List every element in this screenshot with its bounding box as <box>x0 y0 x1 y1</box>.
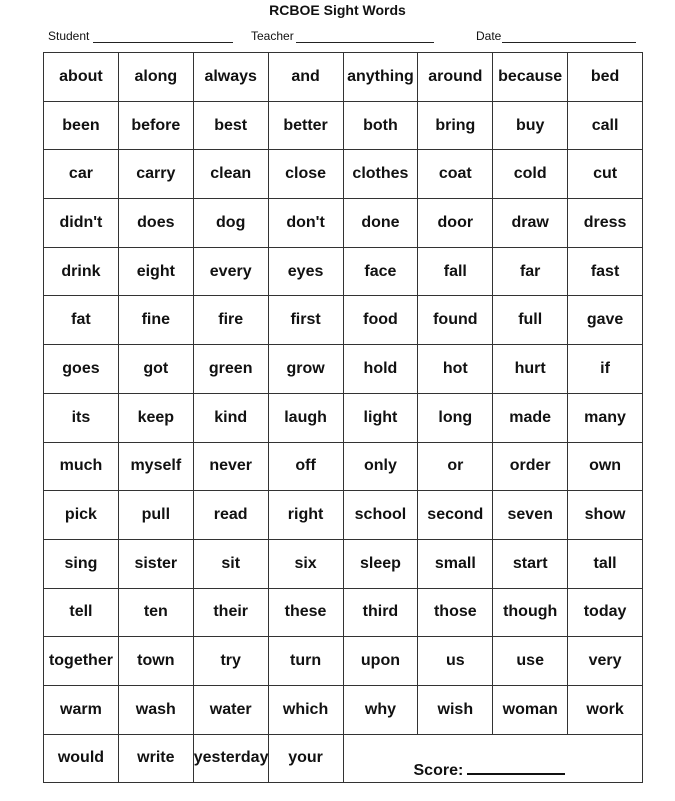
sight-word-cell: show <box>568 491 643 540</box>
sight-word-cell: drink <box>44 247 119 296</box>
sight-word-cell: today <box>568 588 643 637</box>
sight-word-cell: grow <box>268 345 343 394</box>
sight-word-cell: coat <box>418 150 493 199</box>
sight-word-cell: car <box>44 150 119 199</box>
word-row <box>44 53 643 102</box>
sight-word-cell: hold <box>343 345 418 394</box>
sight-word-cell: hot <box>418 345 493 394</box>
sight-word-cell: found <box>418 296 493 345</box>
sight-word-cell: order <box>493 442 568 491</box>
word-row <box>44 491 643 540</box>
sight-word-cell: if <box>568 345 643 394</box>
date-line[interactable] <box>502 42 636 43</box>
sight-word-cell: made <box>493 393 568 442</box>
sight-word-cell: never <box>193 442 268 491</box>
sight-word-cell: every <box>193 247 268 296</box>
sight-word-cell: because <box>493 53 568 102</box>
sight-word-cell: us <box>418 637 493 686</box>
word-row <box>44 588 643 637</box>
sight-word-cell: write <box>118 734 193 783</box>
score-cell <box>343 734 643 783</box>
sight-word-cell: only <box>343 442 418 491</box>
sight-word-cell: both <box>343 101 418 150</box>
word-row <box>44 539 643 588</box>
sight-word-cell: tall <box>568 539 643 588</box>
sight-word-cell: myself <box>118 442 193 491</box>
score-blank-line[interactable] <box>467 761 565 775</box>
sight-word-cell: laugh <box>268 393 343 442</box>
sight-word-cell: food <box>343 296 418 345</box>
sight-word-cell: start <box>493 539 568 588</box>
teacher-label: Teacher <box>251 29 294 43</box>
sight-word-cell: woman <box>493 685 568 734</box>
word-row <box>44 101 643 150</box>
sight-word-cell: goes <box>44 345 119 394</box>
word-row <box>44 150 643 199</box>
sight-word-cell: warm <box>44 685 119 734</box>
sight-word-cell: close <box>268 150 343 199</box>
sight-word-cell: bring <box>418 101 493 150</box>
student-label: Student <box>48 29 90 43</box>
sight-word-cell: bed <box>568 53 643 102</box>
sight-word-cell: before <box>118 101 193 150</box>
sight-word-cell: read <box>193 491 268 540</box>
sight-word-cell: far <box>493 247 568 296</box>
sight-word-cell: fine <box>118 296 193 345</box>
sight-word-cell: fast <box>568 247 643 296</box>
sight-word-cell: draw <box>493 199 568 248</box>
sight-word-cell: work <box>568 685 643 734</box>
word-row <box>44 296 643 345</box>
sight-word-cell: keep <box>118 393 193 442</box>
sight-word-cell: would <box>44 734 119 783</box>
sight-word-cell: why <box>343 685 418 734</box>
sight-word-cell: pick <box>44 491 119 540</box>
page-title: RCBOE Sight Words <box>269 2 406 18</box>
sight-word-cell: best <box>193 101 268 150</box>
sight-word-cell: tell <box>44 588 119 637</box>
sight-word-cell: sister <box>118 539 193 588</box>
sight-word-cell: second <box>418 491 493 540</box>
sight-word-cell: much <box>44 442 119 491</box>
sight-word-cell: school <box>343 491 418 540</box>
sight-word-cell: fat <box>44 296 119 345</box>
sight-word-cell: fire <box>193 296 268 345</box>
sight-word-cell: cut <box>568 150 643 199</box>
sight-word-cell: eight <box>118 247 193 296</box>
word-row <box>44 637 643 686</box>
sight-word-cell: don't <box>268 199 343 248</box>
word-row <box>44 199 643 248</box>
sight-word-cell: done <box>343 199 418 248</box>
word-row <box>44 345 643 394</box>
sight-word-cell: or <box>418 442 493 491</box>
sight-word-cell: about <box>44 53 119 102</box>
sight-word-cell: their <box>193 588 268 637</box>
sight-word-cell: first <box>268 296 343 345</box>
sight-word-cell: seven <box>493 491 568 540</box>
sight-word-cell: turn <box>268 637 343 686</box>
sight-word-cell: around <box>418 53 493 102</box>
date-label: Date <box>476 29 502 43</box>
sight-word-cell: ten <box>118 588 193 637</box>
sight-word-cell: use <box>493 637 568 686</box>
sight-word-cell: right <box>268 491 343 540</box>
sight-word-cell: along <box>118 53 193 102</box>
sight-word-cell: full <box>493 296 568 345</box>
sight-word-cell: fall <box>418 247 493 296</box>
sight-word-cell: call <box>568 101 643 150</box>
sight-word-cell: gave <box>568 296 643 345</box>
sight-word-cell: buy <box>493 101 568 150</box>
sight-word-cell: clothes <box>343 150 418 199</box>
sight-words-table <box>43 52 643 783</box>
sight-word-cell: wash <box>118 685 193 734</box>
word-row <box>44 247 643 296</box>
sight-word-cell: sing <box>44 539 119 588</box>
sight-word-cell: together <box>44 637 119 686</box>
sight-word-cell: anything <box>343 53 418 102</box>
sight-word-cell: face <box>343 247 418 296</box>
sight-word-cell: very <box>568 637 643 686</box>
sight-word-cell: dress <box>568 199 643 248</box>
sight-word-cell: green <box>193 345 268 394</box>
teacher-name-line[interactable] <box>296 42 434 43</box>
sight-word-cell: wish <box>418 685 493 734</box>
sight-word-cell: small <box>418 539 493 588</box>
score-area <box>414 761 566 780</box>
word-row <box>44 734 643 783</box>
sight-word-cell: try <box>193 637 268 686</box>
sight-word-cell: dog <box>193 199 268 248</box>
sight-word-cell: these <box>268 588 343 637</box>
sight-word-cell: your <box>268 734 343 783</box>
sight-word-cell: eyes <box>268 247 343 296</box>
sight-word-cell: better <box>268 101 343 150</box>
sight-word-cell: own <box>568 442 643 491</box>
sight-word-cell: got <box>118 345 193 394</box>
score-label: Score: <box>413 762 464 780</box>
word-row <box>44 442 643 491</box>
sight-word-cell: which <box>268 685 343 734</box>
sight-word-cell: been <box>44 101 119 150</box>
sight-word-cell: sleep <box>343 539 418 588</box>
sight-word-cell: light <box>343 393 418 442</box>
sight-word-cell: kind <box>193 393 268 442</box>
sight-word-cell: its <box>44 393 119 442</box>
sight-word-cell: six <box>268 539 343 588</box>
sight-word-cell: does <box>118 199 193 248</box>
sight-word-cell: cold <box>493 150 568 199</box>
sight-word-cell: clean <box>193 150 268 199</box>
sight-word-cell: pull <box>118 491 193 540</box>
sight-word-cell: third <box>343 588 418 637</box>
sight-word-cell: those <box>418 588 493 637</box>
sight-word-cell: sit <box>193 539 268 588</box>
sight-word-cell: water <box>193 685 268 734</box>
sight-word-cell: always <box>193 53 268 102</box>
sight-word-cell: and <box>268 53 343 102</box>
word-row <box>44 393 643 442</box>
sight-word-cell: many <box>568 393 643 442</box>
sight-word-cell: hurt <box>493 345 568 394</box>
sight-word-cell: didn't <box>44 199 119 248</box>
sight-word-cell: upon <box>343 637 418 686</box>
sight-word-cell: yesterday <box>193 734 268 783</box>
word-row <box>44 685 643 734</box>
sight-word-cell: long <box>418 393 493 442</box>
sight-word-cell: door <box>418 199 493 248</box>
sight-word-cell: carry <box>118 150 193 199</box>
sight-word-cell: town <box>118 637 193 686</box>
sight-word-cell: though <box>493 588 568 637</box>
student-name-line[interactable] <box>93 42 233 43</box>
sight-word-cell: off <box>268 442 343 491</box>
